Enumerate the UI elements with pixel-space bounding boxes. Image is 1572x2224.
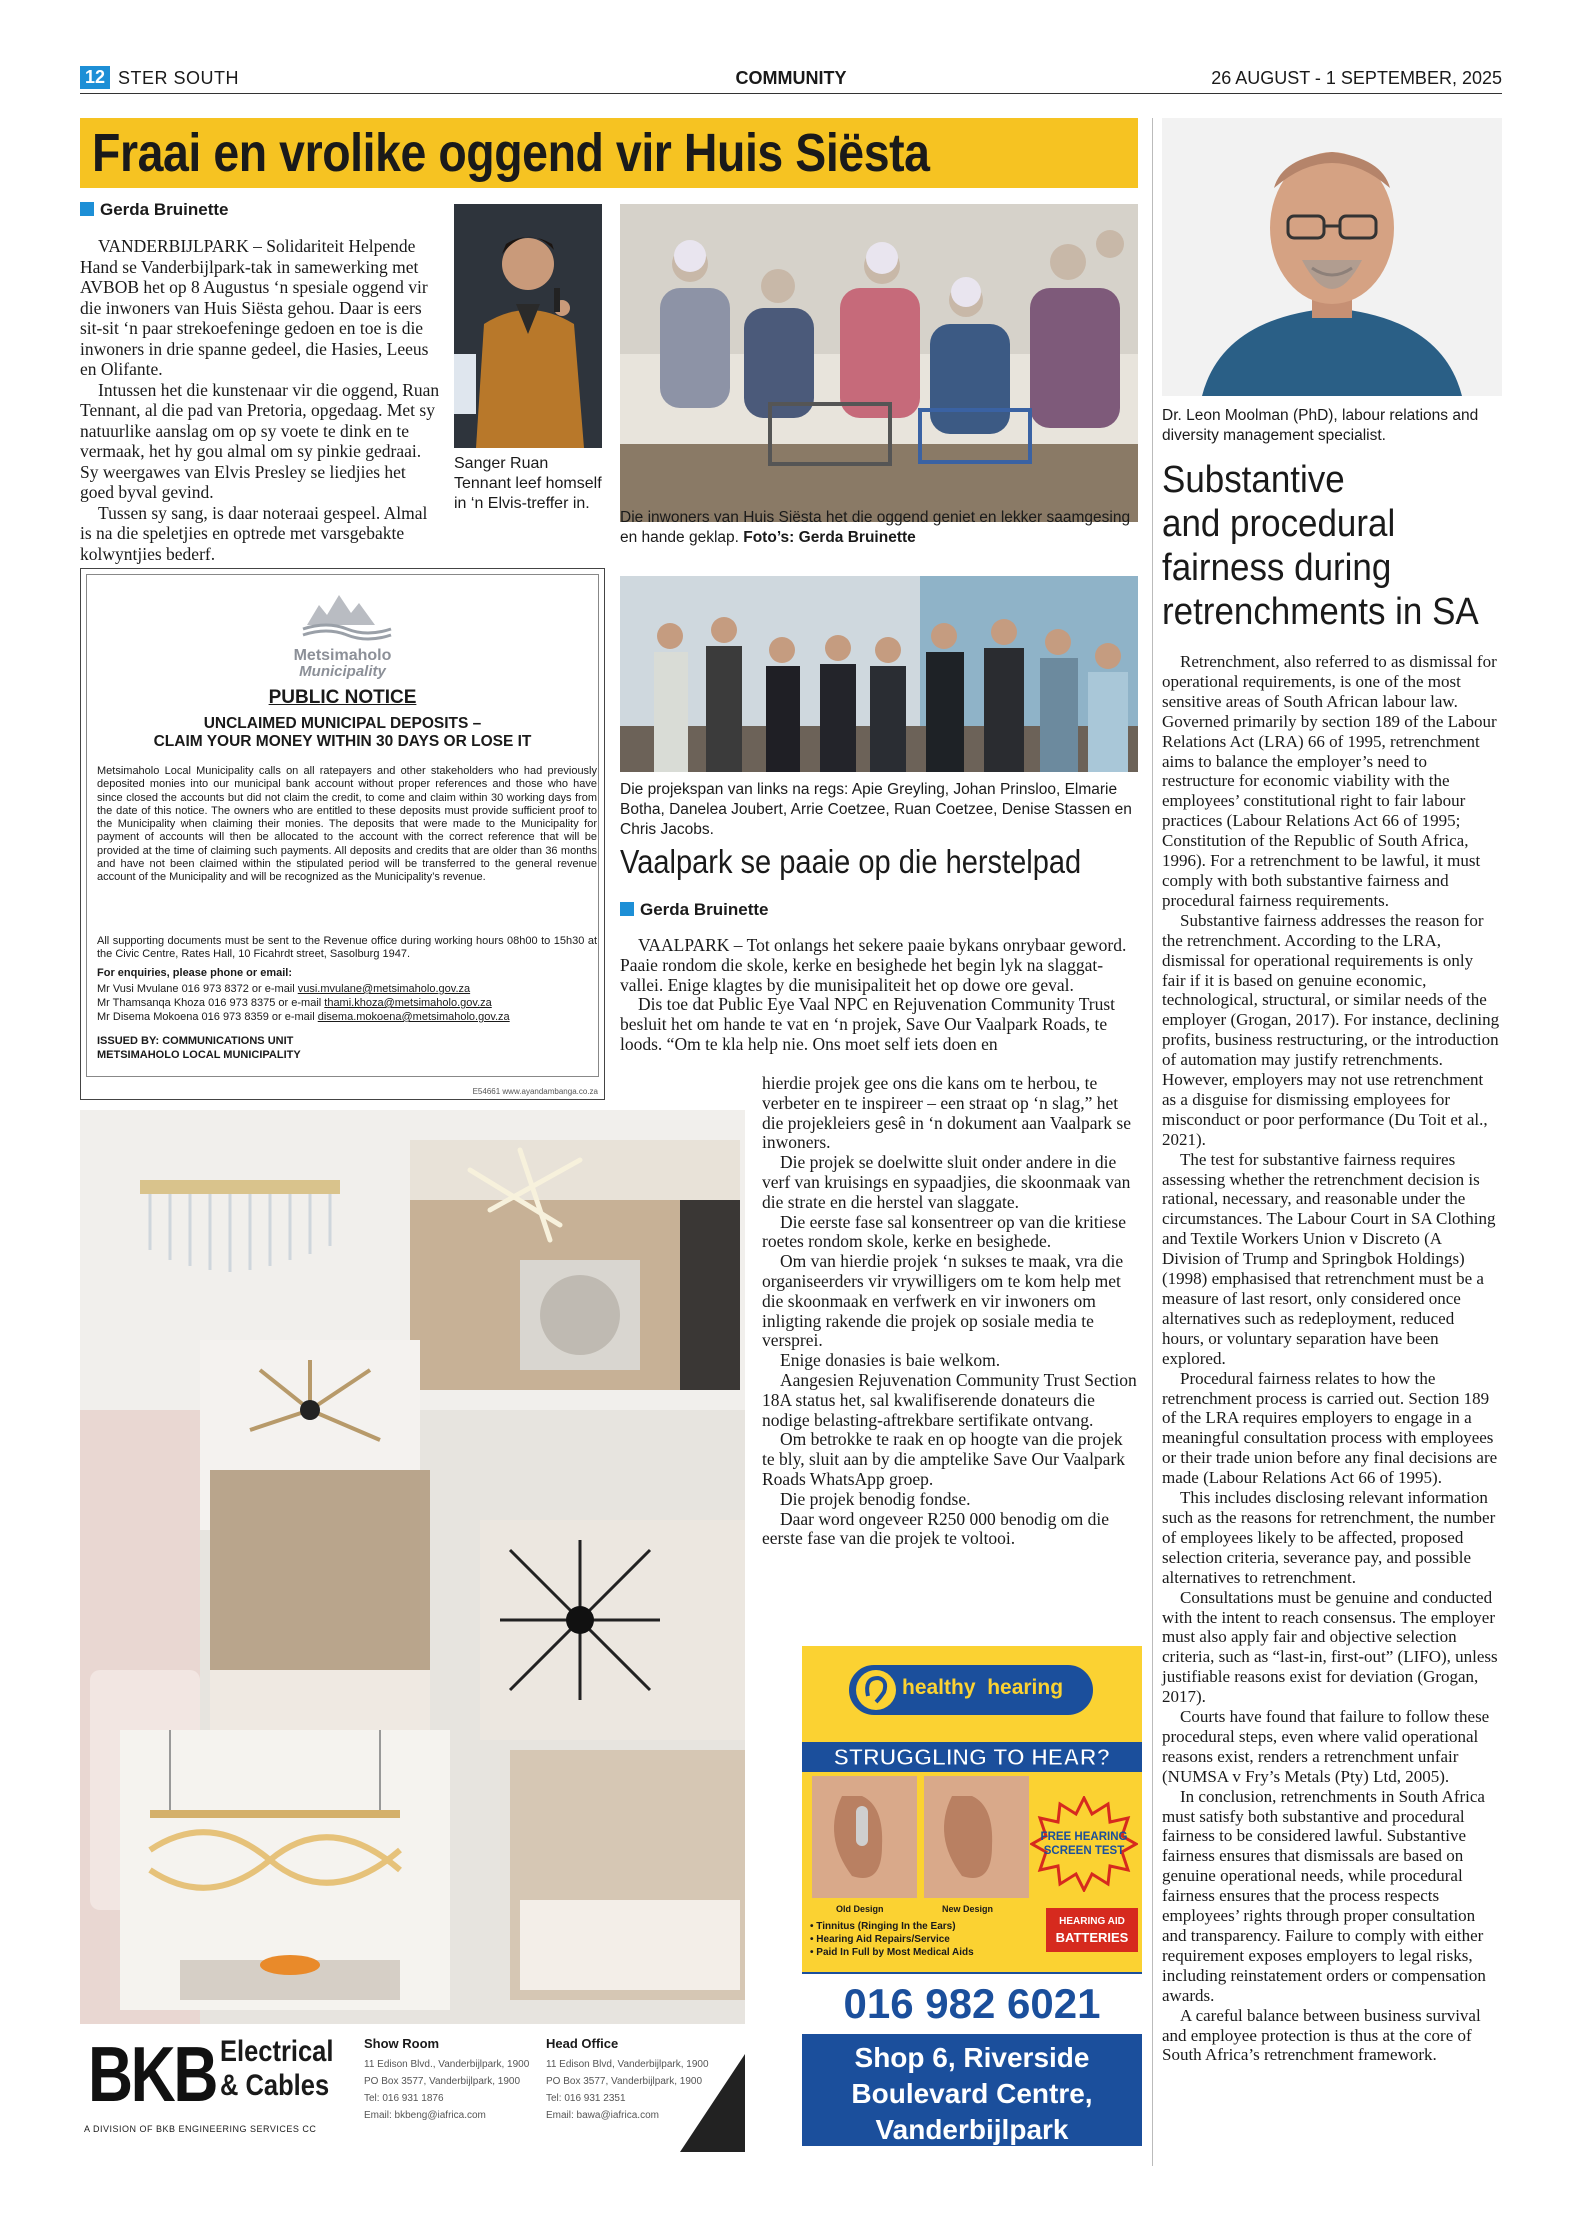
notice-contact: Mr Thamsanqa Khoza 016 973 8375 or e-mail thami.khoza@metsimaholo.gov.za xyxy=(97,997,492,1009)
residents-caption-text: Die inwoners van Huis Siësta het die oggend geniet en lekker saamgesing en hande geklap. xyxy=(620,509,1131,546)
article3-headline: Substantive and procedural fairness during retrenchments in SA xyxy=(1162,459,1479,633)
article2-paragraph: Om betrokke te raak en op hoogte van die projek te bly, sluit aan by die amptelike Save Our Vaalpark Roads WhatsApp groep. xyxy=(762,1429,1126,1489)
bkb-name-2: & Cables xyxy=(220,2069,330,2102)
page-number: 12 xyxy=(80,66,110,89)
article2-byline xyxy=(620,900,768,920)
service-item: • Hearing Aid Repairs/Service xyxy=(810,1934,950,1945)
column-divider xyxy=(1152,118,1153,2166)
notice-body-1: Metsimaholo Local Municipality calls on all ratepayers and other stakeholders who had previously deposited monies into our municipal bank account without proper references and those who have since closed the accounts but did not claim the credit, to come and claim within 30 working days from the date of this notice. The owners who are entitled to these deposits must provide sufficient proof to the Municipality when claiming their monies. The deposits that were made to the Municipality for payment of accounts will then be allocated to the account with the correct reference that will be provided at the time of claiming such payments. All deposits and credits that are older than 36 months and have not been claimed within the stipulated period will be transferred to the general revenue account of the Municipality and will be recognized as the Municipality’s revenue. xyxy=(97,765,597,884)
issue-date: 26 AUGUST - 1 SEPTEMBER, 2025 xyxy=(1211,68,1502,88)
hearing-address: Shop 6, Riverside Boulevard Centre, Vanderbijlpark xyxy=(851,2042,1093,2145)
hearing-phone[interactable]: 016 982 6021 xyxy=(802,1974,1142,2034)
article2-body-top xyxy=(620,936,1138,1055)
article2-paragraph: Die projek benodig fondse. xyxy=(780,1488,971,1509)
residents-photo xyxy=(620,204,1138,522)
logo-subtext: Municipality xyxy=(299,663,386,680)
notice-contact: Mr Vusi Mvulane 016 973 8372 or e-mail vusi.mvulane@metsimaholo.gov.za xyxy=(97,983,471,995)
article1-paragraph: Intussen het die kunstenaar vir die oggend, Ruan Tennant, al die pad van Pretoria, opgedaag. Met sy natuurlike aanslag om op sy voete te dink en te vermaak, het hy gou almal om sy pinkie gedraai. Sy weergawes van Elvis Presley se liedjies het goed byval gevind. xyxy=(80,379,440,502)
article2-author: Gerda Bruinette xyxy=(640,900,769,919)
new-design-label: New Design xyxy=(942,1904,994,1914)
headline-banner xyxy=(80,118,1138,188)
email-link[interactable]: vusi.mvulane@metsimaholo.gov.za xyxy=(297,983,471,995)
email-link[interactable]: thami.khoza@metsimaholo.gov.za xyxy=(324,997,492,1009)
notice-issued-1: ISSUED BY: COMMUNICATIONS UNIT xyxy=(97,1035,294,1047)
notice-contact: Mr Disema Mokoena 016 973 8359 or e-mail disema.mokoena@metsimaholo.gov.za xyxy=(97,1011,510,1023)
article1-author: Gerda Bruinette xyxy=(100,200,229,219)
public-notice xyxy=(80,568,605,1100)
page-header xyxy=(80,64,1502,94)
singer-photo xyxy=(454,204,602,448)
bkb-ad xyxy=(80,2024,745,2152)
singer-illustration xyxy=(454,204,602,448)
article2-paragraph: Aangesien Rejuvenation Community Trust Section 18A status het, sal kwalifiserende donateurs die nodige belasting-aftrekbare sertifikate ontvang. xyxy=(762,1369,1137,1430)
section-name: COMMUNITY xyxy=(735,68,847,88)
photo-credit: Foto’s: Gerda Bruinette xyxy=(743,529,916,546)
article2-paragraph: Daar word ongeveer R250 000 benodig om die eerste fase van die projek te voltooi. xyxy=(762,1508,1110,1549)
bkb-office-details: 11 Edison Blvd, Vanderbijlpark, 1900 PO Box 3577, Vanderbijlpark, 1900 Tel: 016 931 2351 Email: bawa@iafrica.com xyxy=(546,2059,709,2121)
article2-paragraph: Die projek se doelwitte sluit onder andere in die verf van kruisings en sypaadjies, die skoonmaak van die strate en die herstel van slaggate. xyxy=(762,1152,1131,1212)
service-item: • Paid In Full by Most Medical Aids xyxy=(810,1947,974,1958)
municipality-logo xyxy=(297,591,397,649)
article3-paragraph: Consultations must be genuine and conducted with the intent to reach consensus. The employer must also apply fair and objective selection criteria, such as “last-in, first-out” (LIFO), unless justifiable reasons exist for deviation (Grogan, 2017). xyxy=(1162,1587,1498,1707)
byline-marker xyxy=(620,902,634,916)
notice-title: PUBLIC NOTICE xyxy=(268,687,417,708)
notice-enquiries: For enquiries, please phone or email: xyxy=(97,967,292,979)
article1-paragraph: Tussen sy sang, is daar noteraai gespeel. Almal is na die speletjies en optrede met varsgebakte kolwyntjies bederf. xyxy=(80,502,428,564)
article3-paragraph: A careful balance between business survival and employee protection is thus at the core of South Africa’s retrenchment framework. xyxy=(1162,2005,1481,2065)
notice-footer: E54661 www.ayandambanga.co.za xyxy=(472,1087,598,1096)
article3-paragraph: In conclusion, retrenchments in South Africa must satisfy both substantive and procedural fairness to be considered lawful. Substantive fairness ensures that dismissals are based on genuine operational needs, while procedural fairness ensures that the process respects employees’ rights through proper consultation and transparency. Failure to comply with either requirement exposes employers to legal risks, including reinstatement orders or compensation awards. xyxy=(1162,1786,1486,2005)
article2-paragraph: Dis toe dat Public Eye Vaal NPC en Rejuvenation Community Trust besluit het om hande te vat en ‘n projek, Save Our Vaalpark Roads, te loods. “Om te kla help nie. Ons moet self iets doen en xyxy=(620,994,1116,1054)
article1-headline: Fraai en vrolike oggend vir Huis Siësta xyxy=(92,123,930,183)
team-caption: Die projekspan van links na regs: Apie Greyling, Johan Prinsloo, Elmarie Botha, Danelea Joubert, Arrie Coetzee, Ruan Coetzee, Denise Stassen en Chris Jacobs. xyxy=(620,781,1132,838)
singer-caption: Sanger Ruan Tennant leef homself in ‘n Elvis-treffer in. xyxy=(454,455,602,512)
lighting-collage-illustration xyxy=(80,1110,745,2042)
email-link[interactable]: disema.mokoena@metsimaholo.gov.za xyxy=(317,1011,510,1023)
portrait-illustration xyxy=(1162,118,1502,396)
ear-logo-icon xyxy=(854,1668,898,1712)
byline-marker xyxy=(80,202,94,216)
article1-paragraph: VANDERBIJLPARK – Solidariteit Helpende Hand se Vanderbijlpark-tak in samewerking met AVBOB het op 8 Augustus ‘n spesiale oggend vir die inwoners van Huis Siësta gehou. Daar is eers sit-sit ‘n paar strekoefeninge gedoen en toe is die inwoners in drie spanne gedeel, die Hasies, Leeus en Olifante. xyxy=(80,236,429,379)
article2-body-bottom xyxy=(762,1074,1138,1549)
article3-paragraph: Retrenchment, also referred to as dismissal for operational requirements, is one of the most sensitive areas of South African labour law. Governed primarily by section 189 of the Labour Relations Act (LRA) 66 of 1995, retrenchment aims to balance the employer’s need to restructure for economic viability with the employees’ constitutional right to fair labour practices (Labour Relations Act 66 of 1995; Constitution of the Republic of South Africa, 1996). For a retrenchment to be lawful, it must comply with both substantive fairness and procedural fairness requirements. xyxy=(1162,652,1497,910)
article3-paragraph: Courts have found that failure to follow these procedural steps, even where valid operational reasons exist, renders a retrenchment unfair (NUMSA v Fry’s Metals (Pty) Ltd, 2005). xyxy=(1162,1707,1490,1786)
article3-paragraph: This includes disclosing relevant information such as the reasons for retrenchment, the number of employees likely to be affected, proposed selection criteria, severance pay, and possible alternatives to retrenchment. xyxy=(1162,1488,1496,1587)
hearing-ad xyxy=(802,1646,1142,2146)
hearing-services-list xyxy=(810,1920,974,1959)
bkb-office-title: Head Office xyxy=(546,2036,619,2051)
lighting-ad-collage xyxy=(80,1110,745,2042)
service-item: • Tinnitus (Ringing In the Ears) xyxy=(810,1921,956,1932)
article3-body xyxy=(1162,652,1500,2065)
ear-photos xyxy=(812,1776,1032,1898)
notice-body-2: All supporting documents must be sent to the Revenue office during working hours 08h00 to 15h30 at the Civic Centre, Rates Hall, 10 Ficahrdt street, Sasolburg 1947. xyxy=(97,935,597,961)
bkb-showroom-title: Show Room xyxy=(364,2036,440,2051)
bkb-showroom-details: 11 Edison Blvd., Vanderbijlpark, 1900 PO Box 3577, Vanderbijlpark, 1900 Tel: 016 931 1876 Email: bkbeng@iafrica.com xyxy=(364,2059,530,2121)
logo-name: Metsimaholo xyxy=(293,647,392,664)
article2-paragraph: Die eerste fase sal konsentreer op van die kritiese roetes rondom skole, kerke en besighede. xyxy=(762,1211,1126,1252)
hearing-headline: STRUGGLING TO HEAR? xyxy=(802,1742,1142,1772)
article3-paragraph: The test for substantive fairness requires assessing whether the retrenchment decision is rational, necessary, and reasonable under the circumstances. The Labour Court in SA Clothing and Textile Workers Union v Discreto (A Division of Trump and Springbok Holdings) (1998) emphasised that retrenchment must be a measure of last resort, only considered once alternatives such as redeployment, reduced hours, or voluntary separation have been explored. xyxy=(1162,1149,1496,1368)
residents-illustration xyxy=(620,204,1138,522)
article2-paragraph: Enige donasies is baie welkom. xyxy=(780,1350,1001,1371)
notice-issued-2: METSIMAHOLO LOCAL MUNICIPALITY xyxy=(97,1049,301,1061)
hearing-brand: healthy hearing xyxy=(902,1676,1064,1699)
batteries-badge: HEARING AID BATTERIES xyxy=(1046,1908,1138,1952)
bkb-triangle-icon xyxy=(680,2054,745,2152)
article2-paragraph: Om van hierdie projek ‘n sukses te maak, vra die organiseerders vir vrywilligers om te kom help met die skoonmaak en verfwerk en vir inwoners om inligting rakende die projek op sosiale media te versprei. xyxy=(762,1251,1124,1351)
bkb-name-1: Electrical xyxy=(220,2035,334,2068)
article1-body xyxy=(80,236,440,564)
municipality-logo-icon xyxy=(297,591,397,649)
notice-frame xyxy=(86,574,599,1077)
publication-name: STER SOUTH xyxy=(118,68,240,88)
free-test-badge: FREE HEARING SCREEN TEST xyxy=(1040,1831,1128,1857)
moolman-portrait xyxy=(1162,118,1502,396)
team-photo xyxy=(620,576,1138,772)
residents-caption xyxy=(620,508,1140,548)
bkb-logo: BKB xyxy=(88,2030,216,2118)
moolman-caption: Dr. Leon Moolman (PhD), labour relations and diversity management specialist. xyxy=(1162,407,1479,444)
article1-byline xyxy=(80,200,228,220)
bkb-tagline: A DIVISION OF BKB ENGINEERING SERVICES CC xyxy=(84,2124,317,2134)
article2-headline: Vaalpark se paaie op die herstelpad xyxy=(620,843,1082,880)
article2-paragraph: hierdie projek gee ons die kans om te herbou, te verbeter en te inspireer – een straat op ‘n slag,” het die projekleiers gesê in ‘n dokument aan Vaalpark se inwoners. xyxy=(762,1073,1131,1153)
team-illustration xyxy=(620,576,1138,772)
notice-subtitle-1: UNCLAIMED MUNICIPAL DEPOSITS – xyxy=(203,715,482,732)
article2-paragraph: VAALPARK – Tot onlangs het sekere paaie bykans onrybaar geword. Paaie rondom die skole, kerke en besighede het begin lyk na slaggat-vallei. Enige klagtes by die munisipaliteit het op dowe ore geval. xyxy=(620,935,1127,995)
old-design-label: Old Design xyxy=(836,1904,884,1914)
notice-subtitle-2: CLAIM YOUR MONEY WITHIN 30 DAYS OR LOSE IT xyxy=(153,733,532,750)
article3-paragraph: Substantive fairness addresses the reason for the retrenchment. According to the LRA, dismissal for operational requirements is only fair if it is based on genuine economic, technological, structural, or similar needs of the employer (Grogan, 2017). For instance, declining profits, business restructuring, or the introduction of automation may justify retrenchments. However, employers may not use retrenchment as a disguise for dismissing employees for misconduct or poor performance (Du Toit et al., 2021). xyxy=(1162,910,1500,1149)
article3-paragraph: Procedural fairness relates to how the retrenchment process is carried out. Section 189 of the LRA requires employers to engage in a meaningful consultation process with employees or their trade union before any final decisions are made (Labour Relations Act 66 of 1995). xyxy=(1162,1368,1498,1488)
